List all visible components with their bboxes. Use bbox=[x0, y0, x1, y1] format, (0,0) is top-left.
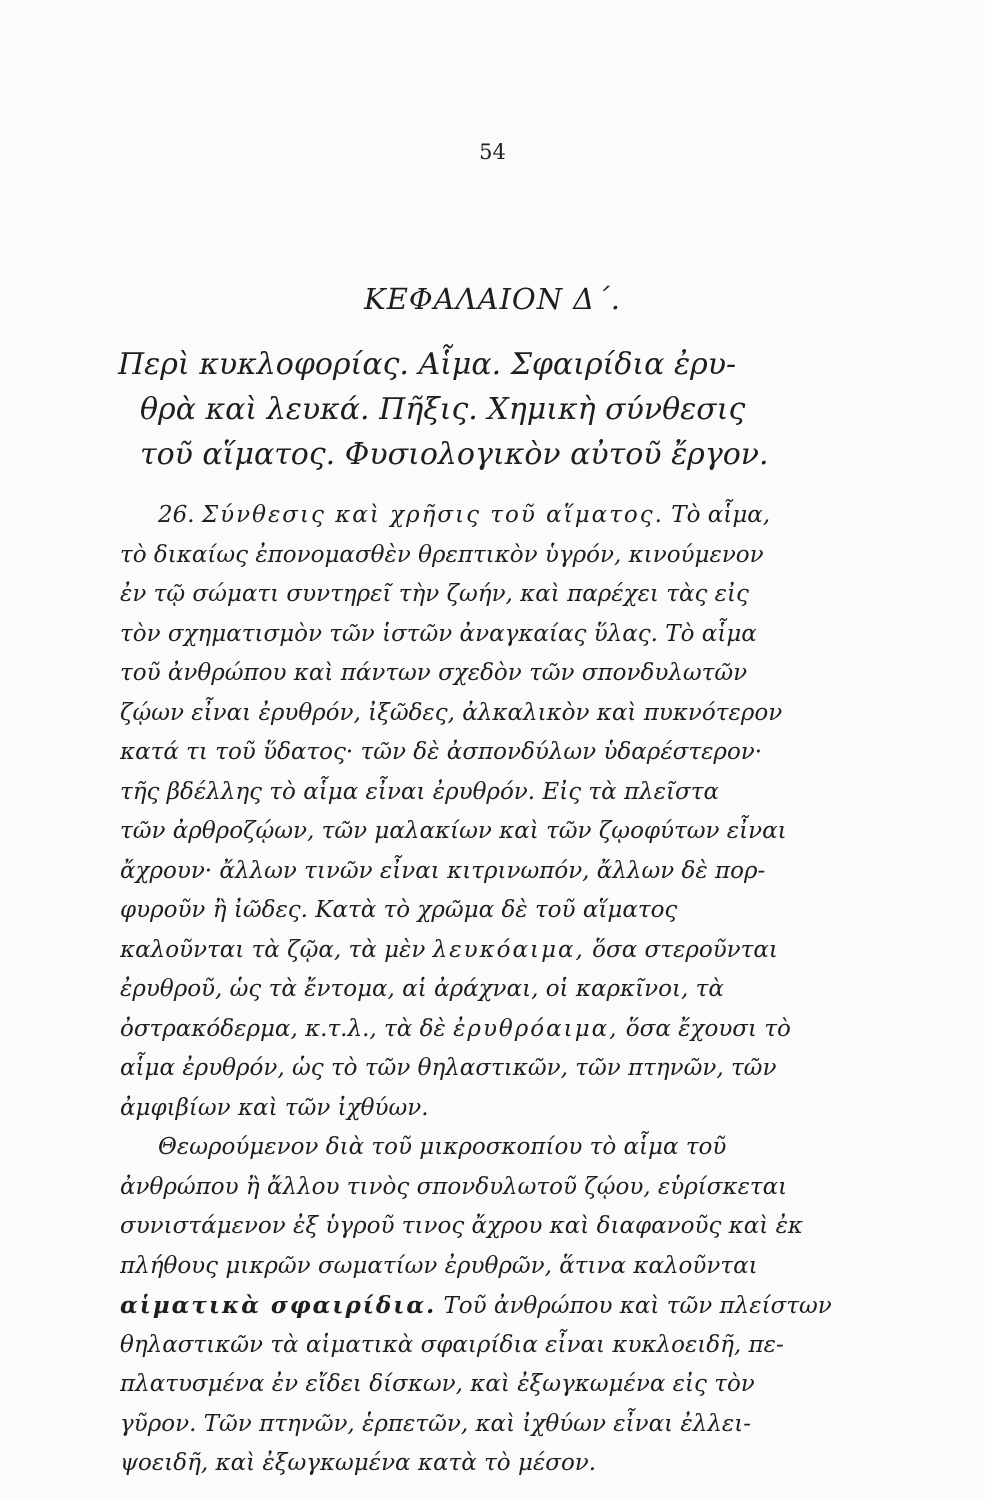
text-line bbox=[120, 931, 880, 971]
text-run: Τοῦ ἀνθρώπου καὶ τῶν πλείστων bbox=[443, 1293, 832, 1319]
text-line: Θεωρούμενον διὰ τοῦ μικροσκοπίου τὸ αἷμα τοῦ bbox=[158, 1134, 727, 1160]
summary-line: Περὶ κυκλοφορίας. Αἷμα. Σφαιρίδια ἐρυ- bbox=[118, 347, 737, 382]
text-line: ψοειδῆ, καὶ ἐξωγκωμένα κατὰ τὸ μέσον. bbox=[120, 1450, 597, 1476]
text-line: κατά τι τοῦ ὕδατος· τῶν δὲ ἀσπονδύλων ὑδαρέστερον· bbox=[120, 739, 763, 765]
text-line: τὸν σχηματισμὸν τῶν ἱστῶν ἀναγκαίας ὕλας. Τὸ αἷμα bbox=[120, 620, 757, 647]
text-line: αἷμα ἐρυθρόν, ὡς τὸ τῶν θηλαστικῶν, τῶν πτηνῶν, τῶν bbox=[120, 1055, 777, 1081]
text-run: καλοῦνται τὰ ζῷα, τὰ μὲν bbox=[120, 936, 426, 963]
text-line: πλήθους μικρῶν σωματίων ἐρυθρῶν, ἅτινα καλοῦνται bbox=[120, 1252, 758, 1279]
text-line: γῦρον. Τῶν πτηνῶν, ἑρπετῶν, καὶ ἰχθύων εἶναι ἐλλει- bbox=[120, 1410, 752, 1437]
text-line: συνιστάμενον ἐξ ὑγροῦ τινος ἄχρου καὶ διαφανοῦς καὶ ἐκ bbox=[120, 1213, 804, 1239]
section-heading-line bbox=[120, 496, 880, 536]
term-spherules: αἱματικὰ σφαιρίδια. bbox=[120, 1292, 437, 1319]
text-run: ὅσα ἔχουσι τὸ bbox=[625, 1015, 791, 1042]
text-line: ἀμφιβίων καὶ τῶν ἰχθύων. bbox=[120, 1094, 429, 1121]
term-erythroaima: ἐρυθρόαιμα, bbox=[453, 1015, 619, 1042]
text-line: ζῴων εἶναι ἐρυθρόν, ἰξῶδες, ἀλκαλικὸν καὶ πυκνότερον bbox=[120, 699, 783, 726]
text-line: φυροῦν ἢ ἰῶδες. Κατὰ τὸ χρῶμα δὲ τοῦ αἵματος bbox=[120, 897, 678, 923]
text-line: ἐρυθροῦ, ὡς τὰ ἔντομα, αἱ ἀράχναι, οἱ καρκῖνοι, τὰ bbox=[120, 976, 724, 1002]
section-heading: Σύνθεσις καὶ χρῆσις τοῦ αἵματος. bbox=[201, 502, 664, 528]
text-run: ὅσα στεροῦνται bbox=[592, 936, 778, 963]
text-run: Τὸ αἷμα, bbox=[671, 502, 771, 528]
summary-line: θρὰ καὶ λευκά. Πῆξις. Χημικὴ σύνθεσις bbox=[140, 392, 746, 427]
chapter-title: ΚΕΦΑΛΑΙΟΝ Δ΄. bbox=[364, 282, 621, 316]
body-text bbox=[120, 496, 880, 1484]
text-line: τοῦ ἀνθρώπου καὶ πάντων σχεδὸν τῶν σπονδυλωτῶν bbox=[120, 660, 748, 686]
page-number: 54 bbox=[479, 140, 506, 164]
text-line: ἄχρουν· ἄλλων τινῶν εἶναι κιτρινωπόν, ἄλλων δὲ πορ- bbox=[120, 857, 766, 884]
text-line: ἐν τῷ σώματι συντηρεῖ τὴν ζωήν, καὶ παρέχει τὰς εἰς bbox=[120, 581, 749, 607]
text-line: πλατυσμένα ἐν εἴδει δίσκων, καὶ ἐξωγκωμένα εἰς τὸν bbox=[120, 1371, 755, 1397]
term-leukoaima: λευκόαιμα, bbox=[432, 936, 585, 963]
text-line: τῶν ἀρθροζῴων, τῶν μαλακίων καὶ τῶν ζῳοφύτων εἶναι bbox=[120, 818, 787, 844]
text-line: ἀνθρώπου ἢ ἄλλου τινὸς σπονδυλωτοῦ ζῴου, εὑρίσκεται bbox=[120, 1173, 788, 1200]
text-line bbox=[120, 1010, 880, 1050]
chapter-summary bbox=[118, 342, 868, 477]
text-line bbox=[120, 1286, 880, 1326]
text-line: τῆς βδέλλης τὸ αἷμα εἶναι ἐρυθρόν. Εἰς τὰ πλεῖστα bbox=[120, 778, 719, 805]
section-number: 26. bbox=[158, 502, 195, 528]
text-run: ὀστρακόδερμα, κ.τ.λ., τὰ δὲ bbox=[120, 1015, 446, 1042]
text-line: τὸ δικαίως ἐπονομασθὲν θρεπτικὸν ὑγρόν, κινούμενον bbox=[120, 541, 764, 568]
text-line: θηλαστικῶν τὰ αἱματικὰ σφαιρίδια εἶναι κυκλοειδῆ, πε- bbox=[120, 1331, 784, 1358]
summary-line: τοῦ αἵματος. Φυσιολογικὸν αὐτοῦ ἔργον. bbox=[140, 437, 769, 472]
